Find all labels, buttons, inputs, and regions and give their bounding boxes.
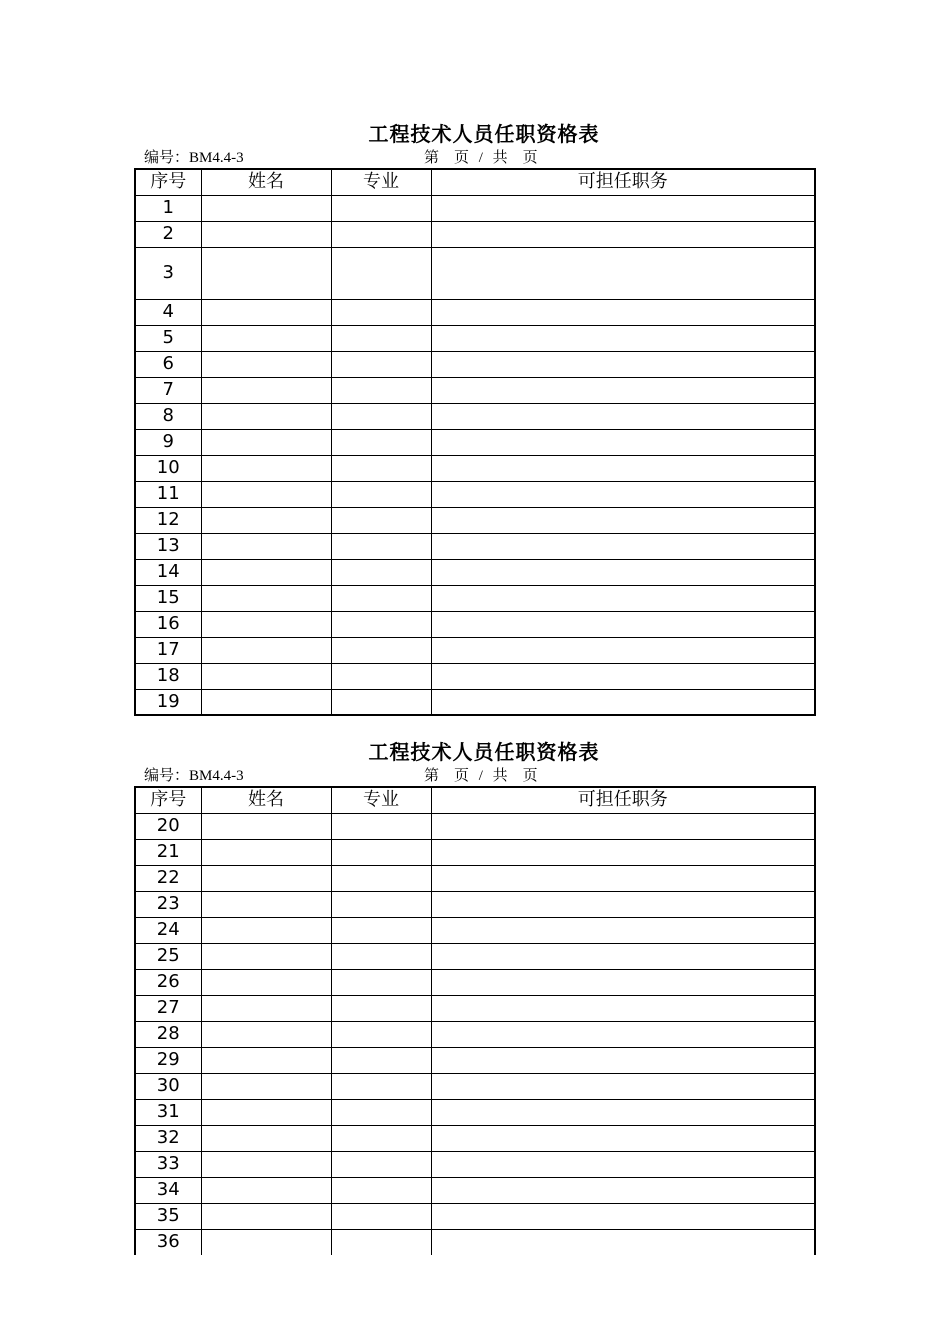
major-cell[interactable] [331,533,431,559]
major-cell[interactable] [331,429,431,455]
table-row [135,813,815,839]
major-cell[interactable] [331,813,431,839]
table-row [135,1099,815,1125]
form-code: 编号：BM4.4-3 [144,150,244,166]
name-cell[interactable] [201,839,331,865]
header-major: 专业 [331,787,431,813]
row-index: 20 [135,813,201,839]
position-cell[interactable] [431,611,815,637]
row-index: 7 [135,377,201,403]
table-row [135,195,815,221]
major-cell[interactable] [331,943,431,969]
position-cell[interactable] [431,221,815,247]
row-index: 10 [135,455,201,481]
position-cell[interactable] [431,917,815,943]
major-cell[interactable] [331,637,431,663]
table-row [135,1047,815,1073]
name-cell[interactable] [201,1177,331,1203]
name-cell[interactable] [201,299,331,325]
name-cell[interactable] [201,325,331,351]
page-info: 第 页 / 共 页 [424,768,538,784]
qualification-table [134,168,816,716]
major-cell[interactable] [331,1151,431,1177]
position-cell[interactable] [431,429,815,455]
row-index: 17 [135,637,201,663]
position-cell[interactable] [431,299,815,325]
table-row [135,403,815,429]
header-position: 可担任职务 [431,169,815,195]
table-header-row [135,787,815,813]
position-cell[interactable] [431,663,815,689]
position-cell[interactable] [431,403,815,429]
name-cell[interactable] [201,689,331,715]
name-cell[interactable] [201,1203,331,1229]
table-row [135,247,815,299]
position-cell[interactable] [431,1203,815,1229]
major-cell[interactable] [331,351,431,377]
name-cell[interactable] [201,1021,331,1047]
row-index: 12 [135,507,201,533]
position-cell[interactable] [431,1151,815,1177]
name-cell[interactable] [201,637,331,663]
header-name: 姓名 [201,787,331,813]
name-cell[interactable] [201,247,331,299]
name-cell[interactable] [201,429,331,455]
table-row [135,429,815,455]
name-cell[interactable] [201,403,331,429]
name-cell[interactable] [201,195,331,221]
table-row [135,299,815,325]
table-row [135,1229,815,1255]
name-cell[interactable] [201,891,331,917]
position-cell[interactable] [431,247,815,299]
position-cell[interactable] [431,1047,815,1073]
major-cell[interactable] [331,891,431,917]
position-cell[interactable] [431,325,815,351]
table-row [135,1151,815,1177]
row-index: 14 [135,559,201,585]
table-row [135,969,815,995]
name-cell[interactable] [201,533,331,559]
table-row [135,917,815,943]
name-cell[interactable] [201,559,331,585]
table-header-row [135,169,815,195]
position-cell[interactable] [431,1021,815,1047]
name-cell[interactable] [201,995,331,1021]
header-position: 可担任职务 [431,787,815,813]
major-cell[interactable] [331,1203,431,1229]
row-index: 3 [135,247,201,299]
position-cell[interactable] [431,1177,815,1203]
header-index: 序号 [135,169,201,195]
major-cell[interactable] [331,1021,431,1047]
name-cell[interactable] [201,1047,331,1073]
row-index: 27 [135,995,201,1021]
name-cell[interactable] [201,351,331,377]
table-row [135,507,815,533]
name-cell[interactable] [201,611,331,637]
row-index: 30 [135,1073,201,1099]
major-cell[interactable] [331,995,431,1021]
position-cell[interactable] [431,1125,815,1151]
row-index: 34 [135,1177,201,1203]
major-cell[interactable] [331,195,431,221]
name-cell[interactable] [201,943,331,969]
position-cell[interactable] [431,585,815,611]
major-cell[interactable] [331,689,431,715]
major-cell[interactable] [331,917,431,943]
row-index: 35 [135,1203,201,1229]
major-cell[interactable] [331,247,431,299]
row-index: 5 [135,325,201,351]
major-cell[interactable] [331,325,431,351]
major-cell[interactable] [331,663,431,689]
name-cell[interactable] [201,507,331,533]
table-row [135,585,815,611]
table-row [135,351,815,377]
position-cell[interactable] [431,1099,815,1125]
table-row [135,891,815,917]
major-cell[interactable] [331,221,431,247]
name-cell[interactable] [201,481,331,507]
name-cell[interactable] [201,455,331,481]
major-cell[interactable] [331,839,431,865]
table-row [135,221,815,247]
name-cell[interactable] [201,377,331,403]
form-code: 编号：BM4.4-3 [144,768,244,784]
name-cell[interactable] [201,1151,331,1177]
page-info: 第 页 / 共 页 [424,150,538,166]
header-major: 专业 [331,169,431,195]
header-name: 姓名 [201,169,331,195]
major-cell[interactable] [331,1177,431,1203]
row-index: 32 [135,1125,201,1151]
row-index: 33 [135,1151,201,1177]
name-cell[interactable] [201,1229,331,1255]
position-cell[interactable] [431,481,815,507]
table-row [135,533,815,559]
major-cell[interactable] [331,1125,431,1151]
major-cell[interactable] [331,1047,431,1073]
name-cell[interactable] [201,1099,331,1125]
row-index: 29 [135,1047,201,1073]
major-cell[interactable] [331,507,431,533]
row-index: 13 [135,533,201,559]
position-cell[interactable] [431,813,815,839]
form-title: 工程技术人员任职资格表 [368,122,600,146]
header-index: 序号 [135,787,201,813]
position-cell[interactable] [431,637,815,663]
row-index: 25 [135,943,201,969]
row-index: 4 [135,299,201,325]
table-row [135,455,815,481]
position-cell[interactable] [431,865,815,891]
position-cell[interactable] [431,351,815,377]
major-cell[interactable] [331,377,431,403]
row-index: 16 [135,611,201,637]
qualification-table [134,786,816,1255]
row-index: 9 [135,429,201,455]
row-index: 19 [135,689,201,715]
table-row [135,839,815,865]
row-index: 22 [135,865,201,891]
major-cell[interactable] [331,1073,431,1099]
row-index: 23 [135,891,201,917]
position-cell[interactable] [431,195,815,221]
major-cell[interactable] [331,611,431,637]
table-row [135,377,815,403]
table-row [135,1021,815,1047]
major-cell[interactable] [331,455,431,481]
name-cell[interactable] [201,813,331,839]
major-cell[interactable] [331,1099,431,1125]
table-row [135,637,815,663]
position-cell[interactable] [431,943,815,969]
table-row [135,559,815,585]
table-row [135,689,815,715]
row-index: 8 [135,403,201,429]
table-row [135,1125,815,1151]
row-index: 11 [135,481,201,507]
major-cell[interactable] [331,1229,431,1255]
name-cell[interactable] [201,1073,331,1099]
table-body [135,813,815,1255]
form-title: 工程技术人员任职资格表 [368,740,600,764]
major-cell[interactable] [331,299,431,325]
table-row [135,865,815,891]
position-cell[interactable] [431,559,815,585]
table-row [135,663,815,689]
major-cell[interactable] [331,559,431,585]
major-cell[interactable] [331,481,431,507]
position-cell[interactable] [431,689,815,715]
position-cell[interactable] [431,891,815,917]
major-cell[interactable] [331,403,431,429]
major-cell[interactable] [331,585,431,611]
position-cell[interactable] [431,533,815,559]
row-index: 31 [135,1099,201,1125]
position-cell[interactable] [431,377,815,403]
table-row [135,1073,815,1099]
major-cell[interactable] [331,865,431,891]
table-row [135,481,815,507]
row-index: 26 [135,969,201,995]
table-row [135,943,815,969]
position-cell[interactable] [431,455,815,481]
position-cell[interactable] [431,995,815,1021]
row-index: 24 [135,917,201,943]
row-index: 15 [135,585,201,611]
row-index: 2 [135,221,201,247]
major-cell[interactable] [331,969,431,995]
row-index: 6 [135,351,201,377]
table-body [135,195,815,715]
row-index: 21 [135,839,201,865]
name-cell[interactable] [201,585,331,611]
name-cell[interactable] [201,1125,331,1151]
position-cell[interactable] [431,507,815,533]
table-row [135,325,815,351]
row-index: 1 [135,195,201,221]
table-row [135,611,815,637]
name-cell[interactable] [201,865,331,891]
row-index: 36 [135,1229,201,1255]
row-index: 18 [135,663,201,689]
name-cell[interactable] [201,221,331,247]
row-index: 28 [135,1021,201,1047]
table-row [135,995,815,1021]
position-cell[interactable] [431,1229,815,1255]
table-row [135,1177,815,1203]
name-cell[interactable] [201,917,331,943]
name-cell[interactable] [201,663,331,689]
table-row [135,1203,815,1229]
position-cell[interactable] [431,839,815,865]
name-cell[interactable] [201,969,331,995]
position-cell[interactable] [431,1073,815,1099]
position-cell[interactable] [431,969,815,995]
